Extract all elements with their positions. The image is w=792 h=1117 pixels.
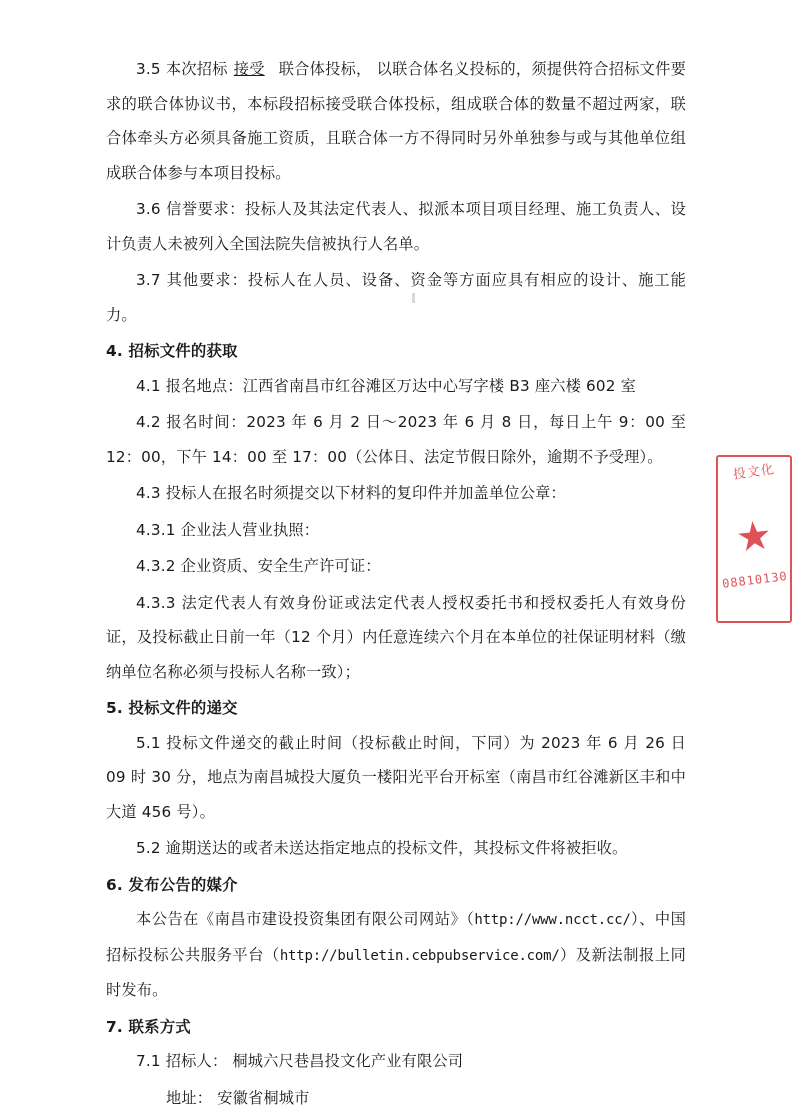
page-artifact-mark [412,293,415,303]
media-url-cebpubservice: http://bulletin.cebpubservice.com/ [279,947,560,964]
heading-5: 5. 投标文件的递交 [106,699,238,717]
paragraph-4-3-3: 4.3.3 法定代表人有效身份证或法定代表人授权委托书和授权委托人有效身份证，及投标截止日前一年（12 个月）内任意连续六个月在本单位的社保证明材料（缴纳单位名称必须与投标人名称一致）； [106,593,686,681]
paragraph-3-5 [106,52,686,190]
paragraph-6-1 [106,902,686,1008]
official-seal-stamp [716,455,792,623]
paragraph-3-5-underlined-value: 接受 [233,60,265,78]
stamp-border [716,455,792,623]
stamp-text: 投文化 [732,462,776,483]
paragraph-4-3-2: 4.3.2 企业资质、安全生产许可证： [136,557,381,575]
stamp-number: 08810130 [721,568,789,591]
paragraph-3-7: 3.7 其他要求：投标人在人员、设备、资金等方面应具有相应的设计、施工能力。 [106,271,686,324]
paragraph-7-2-text: 地址： 安徽省桐城市 [166,1088,310,1107]
document-body [106,52,686,1117]
heading-4: 4. 招标文件的获取 [106,342,238,360]
star-icon: ★ [733,512,775,562]
heading-7: 7. 联系方式 [106,1017,191,1036]
paragraph-3-6: 3.6 信誉要求：投标人及其法定代表人、拟派本项目项目经理、施工负责人、设计负责人未被列入全国法院失信被执行人名单。 [106,200,686,253]
paragraph-4-1: 4.1 报名地点：江西省南昌市红谷滩区万达中心写字楼 B3 座六楼 602 室 [136,376,637,395]
paragraph-7-2 [106,1081,686,1116]
paragraph-5-1: 5.1 投标文件递交的截止时间（投标截止时间，下同）为 2023 年 6 月 26 日 09 时 30 分，地点为南昌城投大厦负一楼阳光平台开标室（南昌市红谷滩新区丰和中大道 456 号）。 [106,733,686,821]
media-text-c: ）及新法制报上同时发布。 [106,945,686,999]
paragraph-5-2: 5.2 逾期送达的或者未送达指定地点的投标文件，其投标文件将被拒收。 [136,839,628,857]
media-text-a: 本公告在《南昌市建设投资集团有限公司网站》（ [136,910,475,928]
paragraph-3-5-text-a: 3.5 本次招标 [136,60,228,78]
paragraph-4-2: 4.2 报名时间：2023 年 6 月 2 日～2023 年 6 月 8 日，每日上午 9：00 至 12：00，下午 14：00 至 17：00（公体日、法定节假日除外，逾期不予受理）。 [106,413,686,466]
media-url-ncct: http://www.ncct.cc/ [474,912,631,928]
paragraph-7-1: 7.1 招标人： 桐城六尺巷昌投文化产业有限公司 [136,1052,464,1070]
paragraph-4-3: 4.3 投标人在报名时须提交以下材料的复印件并加盖单位公章： [136,484,566,502]
paragraph-3-5-text-b: 联合体投标， 以联合体名义投标的，须提供符合招标文件要求的联合体协议书，本标段招标接受联合体投标，组成联合体的数量不超过两家，联合体牵头方必须具备施工资质，且联合体一方不得同时另外单独参与或与其他单位组成联合体参与本项目投标。 [106,60,686,182]
heading-6: 6. 发布公告的媒介 [106,875,238,894]
paragraph-4-3-1: 4.3.1 企业法人营业执照： [136,520,320,539]
media-text-b: ）、中国招标投标公共服务平台（ [106,910,686,964]
